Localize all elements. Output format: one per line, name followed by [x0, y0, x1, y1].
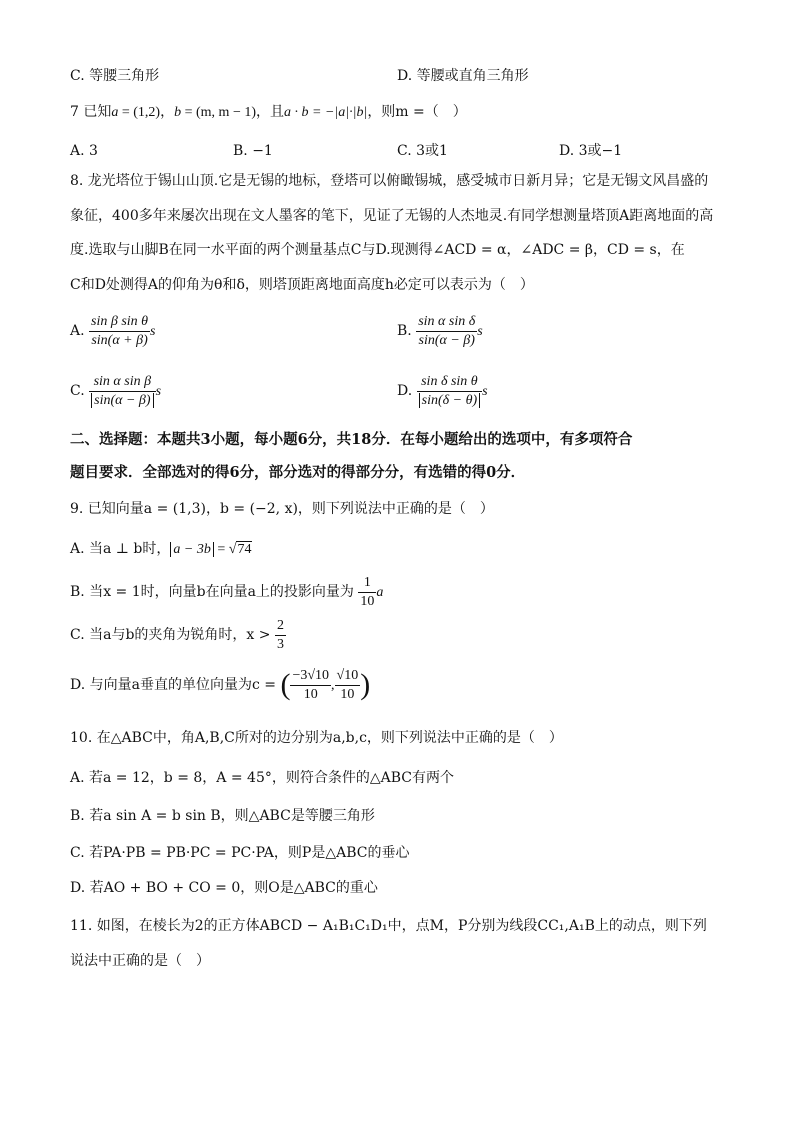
q10-option-b: B. 若a sin A = b sin B，则△ABC是等腰三角形	[70, 808, 375, 824]
q8-line-1: 8. 龙光塔位于锡山山顶.它是无锡的地标，登塔可以俯瞰锡城，感受城市日新月异；它是无锡文风昌盛的	[70, 173, 709, 189]
q10-option-d: D. 若AO + BO + CO = 0，则O是△ABC的重心	[70, 880, 378, 896]
denominator: sin(α − β)	[418, 332, 475, 348]
section-2-heading-line-1: 二、选择题：本题共3小题，每小题6分，共18分．在每小题给出的选项中，有多项符合	[70, 431, 633, 448]
q9-option-b	[70, 572, 383, 613]
option-label: D.	[397, 383, 413, 399]
option-text: D. 与向量a垂直的单位向量为c =	[70, 677, 276, 693]
comma: ,	[331, 678, 335, 693]
numerator: 2	[275, 617, 286, 636]
numerator: sin β sin θ	[89, 313, 150, 332]
q9-option-c	[70, 615, 286, 655]
denominator: sin(α + β)	[91, 332, 148, 348]
denominator: 10	[340, 686, 355, 702]
numerator: √10	[335, 667, 361, 686]
q10-stem: 10. 在△ABC中，角A,B,C所对的边分别为a,b,c，则下列说法中正确的是（ ）	[70, 730, 563, 746]
denominator: 3	[276, 636, 284, 652]
absolute-value: a − 3b	[170, 542, 213, 557]
q10-option-a: A. 若a = 12，b = 8，A = 45°，则符合条件的△ABC有两个	[70, 770, 454, 786]
q7-known: 已知	[83, 104, 112, 120]
option-label: C.	[70, 383, 85, 399]
q8-option-c	[70, 372, 161, 411]
q7-vector-b: b	[174, 105, 182, 120]
fraction-1	[290, 667, 331, 704]
factor-s: s	[482, 384, 488, 399]
fraction	[417, 373, 483, 410]
q9-stem: 9. 已知向量a = (1,3)，b = (−2, x)，则下列说法中正确的是（ ）	[70, 501, 494, 517]
q7-b-value: = (m, m − 1)，且	[181, 105, 285, 120]
radicand: 74	[237, 542, 252, 557]
left-paren: (	[280, 668, 291, 701]
option-text: B. 当x = 1时，向量b在向量a上的投影向量为	[70, 584, 354, 600]
fraction	[275, 617, 286, 654]
q7-option-d: D. 3或−1	[559, 143, 623, 159]
q7-condition: a · b = −|a|·|b|	[284, 105, 368, 120]
q7-tail: ，则m =（ ）	[367, 104, 467, 120]
q8-line-4: C和D处测得A的仰角为θ和δ，则塔顶距离地面高度h必定可以表示为（ ）	[70, 277, 534, 293]
denominator	[417, 392, 483, 410]
fraction	[358, 574, 376, 611]
q8-line-2: 象征，400多年来屡次出现在文人墨客的笔下，见证了无锡的人杰地灵.有同学想测量塔顶A距离地面的高	[70, 208, 714, 224]
fraction-2	[335, 667, 361, 704]
fraction	[89, 313, 150, 350]
fraction	[89, 373, 155, 410]
q7-stem	[70, 102, 467, 123]
factor-s: s	[150, 324, 156, 339]
q11-line-1: 11. 如图，在棱长为2的正方体ABCD − A₁B₁C₁D₁中，点M，P分别为线段CC₁,A₁B上的动点，则下列	[70, 918, 707, 934]
numerator: sin α sin β	[89, 373, 155, 392]
q7-option-a: A. 3	[70, 143, 98, 159]
q10-option-c: C. 若PA·PB = PB·PC = PC·PA，则P是△ABC的垂心	[70, 845, 410, 861]
denominator: 10	[360, 593, 375, 609]
vector-a: a	[376, 585, 384, 600]
q7-option-b: B. −1	[233, 143, 273, 159]
q6-option-d: D. 等腰或直角三角形	[397, 68, 529, 84]
right-paren: )	[360, 668, 371, 701]
absolute-value: sin(δ − θ)	[419, 393, 481, 408]
q7-number: 7	[70, 104, 79, 120]
q7-vector-a: a	[111, 105, 119, 120]
q8-option-b	[397, 312, 483, 351]
numerator: 1	[358, 574, 376, 593]
numerator: sin δ sin θ	[417, 373, 483, 392]
q8-option-d	[397, 372, 488, 411]
fraction	[416, 313, 477, 350]
q7-a-value: = (1,2)，	[118, 105, 175, 120]
equals: =	[213, 542, 229, 557]
option-text: C. 当a与b的夹角为锐角时，x >	[70, 627, 271, 643]
option-text: A. 当a ⊥ b时，	[70, 541, 171, 557]
q9-option-d	[70, 662, 370, 709]
sqrt-sign: √	[228, 542, 237, 557]
numerator: sin α sin δ	[416, 313, 477, 332]
absolute-value: sin(α − β)	[91, 393, 153, 408]
factor-s: s	[155, 384, 162, 399]
option-label: A.	[70, 323, 85, 339]
q8-option-a	[70, 312, 156, 351]
factor-s: s	[477, 324, 483, 339]
denominator	[89, 392, 155, 410]
q8-line-3: 度.选取与山脚B在同一水平面的两个测量基点C与D.现测得∠ACD = α，∠ADC = β，CD = s，在	[70, 242, 685, 258]
section-2-heading-line-2: 题目要求．全部选对的得6分，部分选对的得部分分，有选错的得0分．	[70, 464, 526, 481]
denominator: 10	[303, 686, 318, 702]
q7-option-c: C. 3或1	[397, 143, 448, 159]
numerator: −3√10	[290, 667, 331, 686]
q11-line-2: 说法中正确的是（ ）	[70, 953, 210, 969]
option-label: B.	[397, 323, 412, 339]
q6-option-c: C. 等腰三角形	[70, 68, 160, 84]
q9-option-a	[70, 539, 252, 560]
